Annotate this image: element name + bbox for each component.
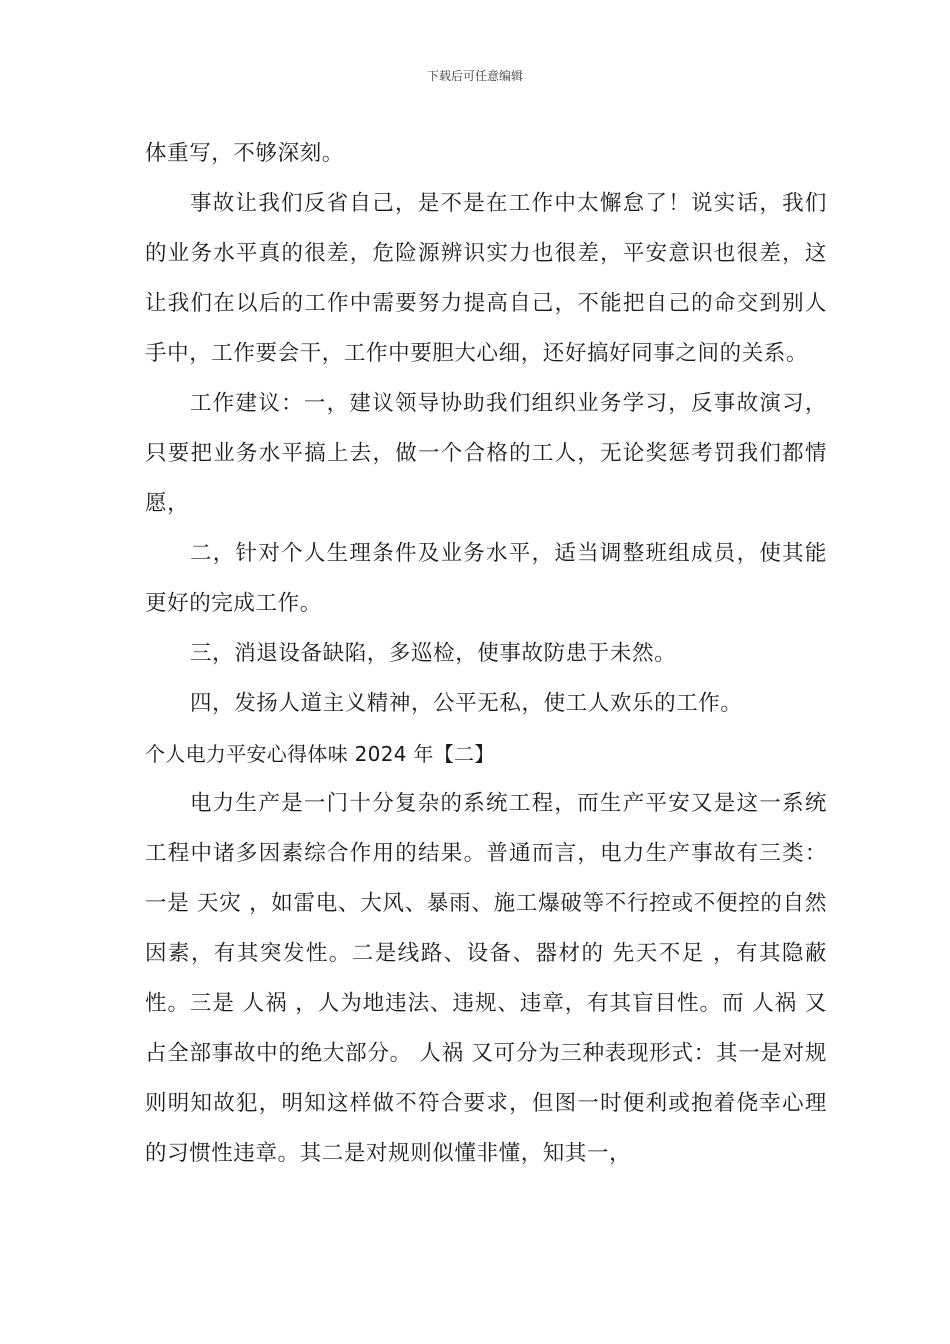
document-body — [145, 129, 827, 1179]
paragraph: 电力生产是一门十分复杂的系统工程，而生产平安又是这一系统工程中诸多因素综合作用的结果。普通而言，电力生产事故有三类：一是 天灾 ，如雷电、大风、暴雨、施工爆破等不行控或不便控的自然因素，有其突发性。二是线路、设备、器材的 先天不足 ，有其隐蔽性。三是 人祸 ，人为地违法、违规、违章，有其盲目性。而 人祸 又占全部事故中的绝大部分。 人祸 又可分为三种表现形式：其一是对规则明知故犯，明知这样做不符合要求，但图一时便利或抱着侥幸心理的习惯性违章。其二是对规则似懂非懂，知其一， — [145, 791, 827, 1166]
paragraph: 二，针对个人生理条件及业务水平，适当调整班组成员，使其能更好的完成工作。 — [145, 541, 827, 616]
paragraph: 三，消退设备缺陷，多巡检，使事故防患于未然。 — [190, 641, 677, 666]
paragraph: 四，发扬人道主义精神，公平无私，使工人欢乐的工作。 — [190, 691, 743, 716]
paragraph: 体重写，不够深刻。 — [145, 141, 344, 166]
section-heading: 个人电力平安心得体味 2024 年【二】 — [145, 742, 495, 766]
paragraph: 事故让我们反省自己，是不是在工作中太懈怠了！说实话，我们的业务水平真的很差，危险源辨识实力也很差，平安意识也很差，这让我们在以后的工作中需要努力提高自己，不能把自己的命交到别人手中，工作要会干，工作中要胆大心细，还好搞好同事之间的关系。 — [145, 191, 827, 366]
paragraph: 工作建议：一，建议领导协助我们组织业务学习，反事故演习，只要把业务水平搞上去，做一个合格的工人，无论奖惩考罚我们都情愿， — [145, 391, 827, 516]
header-note: 下载后可任意编辑 — [426, 69, 523, 83]
